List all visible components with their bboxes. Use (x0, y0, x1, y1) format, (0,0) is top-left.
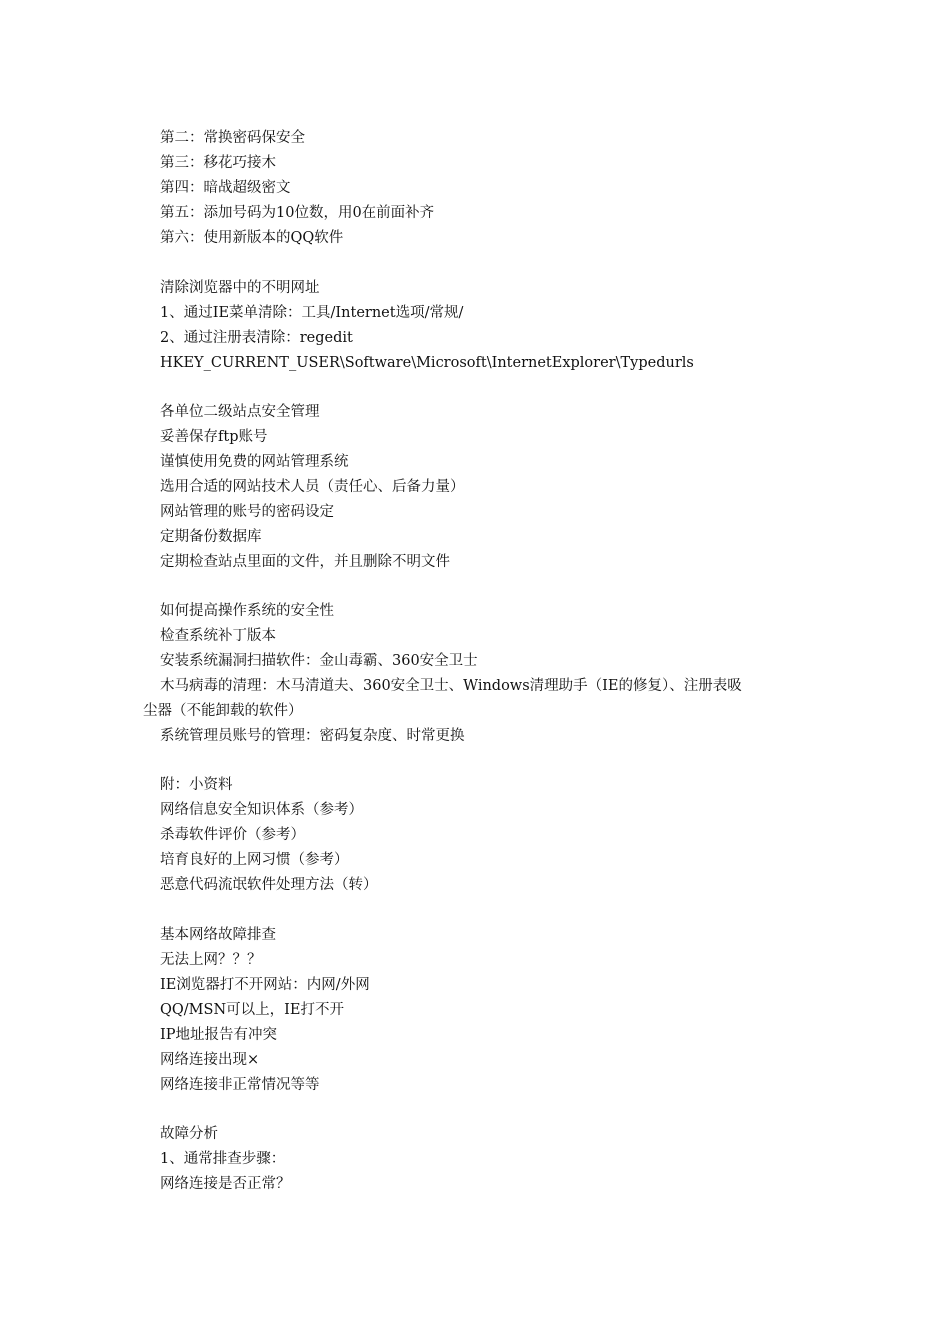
text-line: 选用合适的网站技术人员（责任心、后备力量） (160, 479, 465, 495)
text-line: 安装系统漏洞扫描软件：金山毒霸、360安全卫士 (160, 653, 478, 669)
text-line: 第六：使用新版本的QQ软件 (160, 230, 344, 246)
text-line: 木马病毒的清理：木马清道夫、360安全卫士、Windows清理助手（IE的修复）、注册表吸 (160, 678, 742, 694)
text-line: 网站管理的账号的密码设定 (160, 504, 334, 520)
text-line: 第二：常换密码保安全 (160, 130, 305, 146)
text-line: 网络连接是否正常？ (160, 1176, 291, 1192)
text-line: 定期检查站点里面的文件，并且删除不明文件 (160, 554, 450, 570)
text-line: HKEY_CURRENT_USER\Software\Microsoft\InternetExplorer\Typedurls (160, 355, 694, 371)
text-line: 网络连接非正常情况等等 (160, 1077, 320, 1093)
text-line: 系统管理员账号的管理：密码复杂度、时常更换 (160, 728, 465, 744)
text-line: 谨慎使用免费的网站管理系统 (160, 454, 349, 470)
text-line: 恶意代码流氓软件处理方法（转） (160, 877, 378, 893)
text-line: 尘器（不能卸载的软件） (143, 703, 303, 719)
section-heading: 基本网络故障排查 (160, 927, 276, 943)
section-heading: 如何提高操作系统的安全性 (160, 603, 334, 619)
text-line: IP地址报告有冲突 (160, 1027, 277, 1043)
section-heading: 附：小资料 (160, 777, 233, 793)
section-heading: 故障分析 (160, 1126, 218, 1142)
section-heading: 各单位二级站点安全管理 (160, 404, 320, 420)
text-line: 2、通过注册表清除：regedit (160, 330, 353, 346)
text-line: 妥善保存ftp账号 (160, 429, 268, 445)
text-line: QQ/MSN可以上，IE打不开 (160, 1002, 344, 1018)
text-line: 检查系统补丁版本 (160, 628, 276, 644)
text-line: 第四：暗战超级密文 (160, 180, 291, 196)
text-line: 无法上网？？？ (160, 952, 262, 968)
text-line: 网络连接出现× (160, 1052, 260, 1068)
text-line: IE浏览器打不开网站：内网/外网 (160, 977, 370, 993)
text-line: 1、通常排查步骤： (160, 1151, 286, 1167)
section-heading: 清除浏览器中的不明网址 (160, 280, 320, 296)
text-line: 培育良好的上网习惯（参考） (160, 852, 349, 868)
text-line: 网络信息安全知识体系（参考） (160, 802, 363, 818)
text-line: 第三：移花巧接木 (160, 155, 276, 171)
text-line: 1、通过IE菜单清除：工具/Internet选项/常规/ (160, 305, 464, 321)
text-line: 第五：添加号码为10位数，用0在前面补齐 (160, 205, 435, 221)
text-line: 杀毒软件评价（参考） (160, 827, 305, 843)
text-line: 定期备份数据库 (160, 529, 262, 545)
